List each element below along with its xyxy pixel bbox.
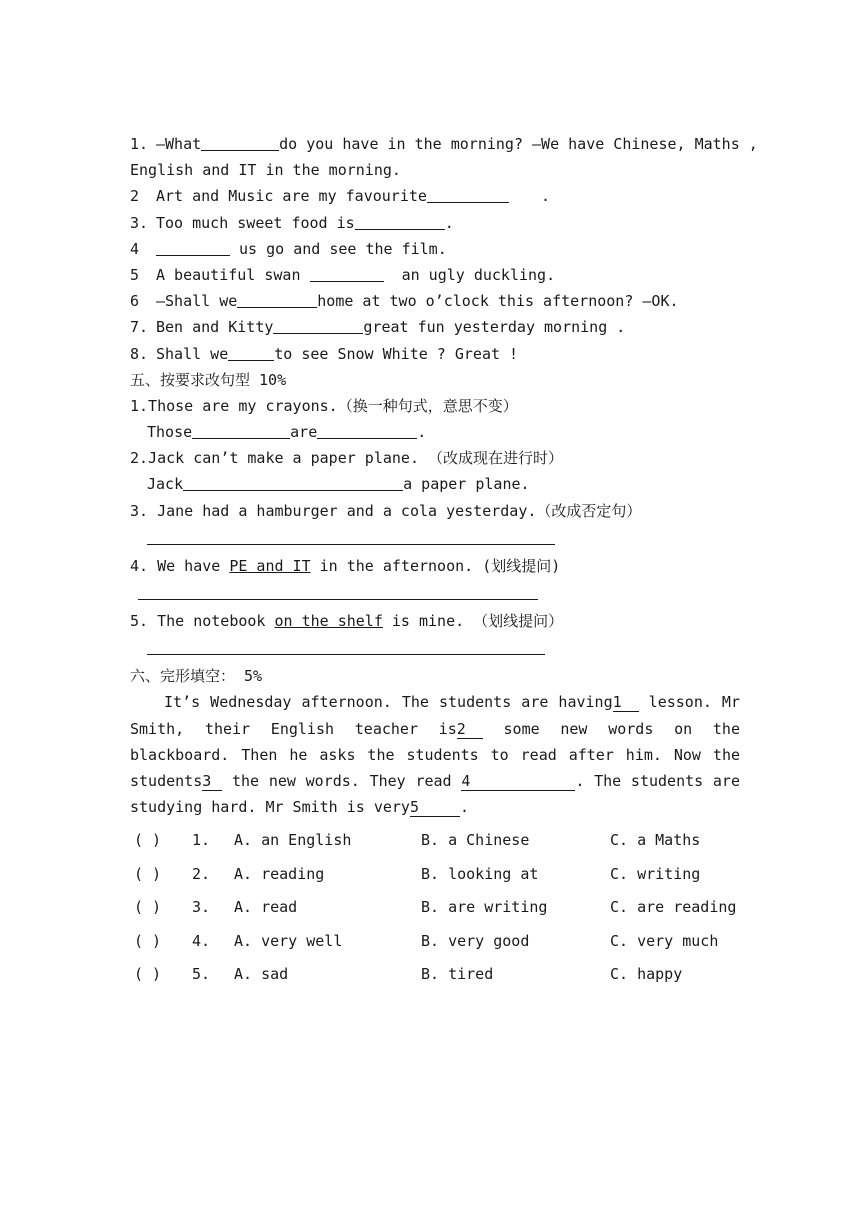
answer-parenthesis[interactable]: ( ) — [134, 931, 162, 950]
answer-parenthesis[interactable]: ( ) — [134, 965, 162, 984]
item-number: 4 — [130, 239, 140, 258]
item-text: to see Snow White ? Great ! — [274, 344, 519, 363]
item-text: in the afternoon. (划线提问) — [310, 556, 561, 575]
option-c[interactable]: C. writing — [610, 864, 701, 883]
option-a[interactable]: A. sad — [234, 965, 289, 984]
q5-1-question: 1.Those are my crayons.（换一种句式，意思不变） — [130, 396, 518, 415]
answer-blank[interactable] — [201, 135, 279, 151]
item-text: us go and see the film. — [239, 239, 447, 258]
item-text: —Shall we — [156, 292, 238, 311]
q5-3-question: 3. Jane had a hamburger and a cola yesterday.（改成否定句） — [130, 501, 642, 520]
worksheet-page — [130, 131, 758, 992]
q5-1-answer — [130, 419, 740, 445]
options-list — [130, 824, 740, 992]
answer-parenthesis[interactable]: ( ) — [134, 864, 162, 883]
q4-8-line — [130, 341, 740, 367]
item-text: . — [540, 187, 550, 206]
option-c[interactable]: C. are reading — [610, 898, 737, 917]
section6-heading: 六、完形填空： 5% — [130, 667, 263, 686]
q4-1-line1 — [130, 131, 758, 157]
option-a[interactable]: A. read — [234, 898, 298, 917]
item-text: Too much sweet food is — [156, 213, 355, 232]
answer-blank[interactable] — [427, 187, 509, 203]
answer-line[interactable] — [138, 579, 538, 600]
underlined-phrase: PE and IT — [229, 556, 311, 575]
answer-line[interactable] — [147, 634, 545, 655]
item-number: 8. — [130, 344, 149, 363]
answer-blank[interactable] — [317, 423, 417, 439]
underlined-phrase: on the shelf — [274, 612, 383, 630]
item-text: an ugly duckling. — [401, 265, 556, 284]
cloze-blank-1[interactable]: 1 — [613, 693, 639, 712]
q4-4-line — [130, 236, 740, 262]
answer-blank[interactable] — [355, 214, 445, 230]
item-text: are — [290, 423, 318, 442]
q5-2-question: 2.Jack can’t make a paper plane. （改成现在进行时） — [130, 449, 564, 468]
item-number: 5 — [130, 265, 140, 284]
q5-5-question — [130, 608, 740, 634]
item-text: . — [444, 213, 454, 232]
option-row — [130, 858, 740, 892]
item-number: 7. — [130, 318, 149, 337]
item-text: Art and Music are my favourite — [156, 187, 427, 206]
option-c[interactable]: C. a Maths — [610, 831, 701, 850]
q4-2-line — [130, 183, 740, 209]
option-c[interactable]: C. happy — [610, 965, 683, 984]
item-text: do you have in the morning? —We have Chinese, Maths , — [279, 135, 758, 153]
section5-heading: 五、按要求改句型 10% — [130, 370, 287, 389]
passage-text: some new words on the blackboard. Then he asks the students to read after him. Now the students — [130, 719, 740, 790]
q4-7-line — [130, 314, 740, 340]
cloze-blank-2[interactable]: 2 — [457, 720, 483, 739]
answer-parenthesis[interactable]: ( ) — [134, 898, 162, 917]
item-text: a paper plane. — [403, 475, 530, 494]
item-number: 6 — [130, 292, 140, 311]
answer-line[interactable] — [147, 524, 555, 545]
cloze-blank-3[interactable]: 3 — [202, 772, 222, 791]
answer-blank[interactable] — [310, 266, 384, 282]
item-text: 4. We have — [130, 556, 230, 575]
q4-6-line — [130, 288, 740, 314]
item-text: home at two o’clock this afternoon? —OK. — [317, 292, 679, 311]
q4-1-line2 — [130, 157, 740, 183]
cloze-blank-4[interactable]: 4 — [461, 772, 575, 791]
item-number: 1. — [130, 135, 149, 153]
item-text: is mine. （划线提问） — [382, 612, 564, 630]
option-row — [130, 891, 740, 925]
option-c[interactable]: C. very much — [610, 931, 719, 950]
answer-blank[interactable] — [273, 318, 363, 334]
q4-5-line — [130, 262, 740, 288]
item-text: Ben and Kitty — [156, 318, 274, 337]
passage-text: . — [459, 798, 469, 817]
item-text: 5. The notebook — [130, 612, 275, 630]
option-b[interactable]: B. looking at — [421, 864, 539, 883]
item-number: 3. — [130, 213, 149, 232]
q4-3-line — [130, 210, 740, 236]
passage-text: It’s Wednesday afternoon. The students are having — [164, 693, 613, 712]
option-a[interactable]: A. very well — [234, 931, 343, 950]
item-number: 2 — [130, 187, 140, 206]
option-b[interactable]: B. very good — [421, 931, 530, 950]
answer-blank[interactable] — [192, 423, 290, 439]
cloze-passage — [130, 689, 740, 820]
q5-2-answer — [130, 471, 740, 497]
answer-blank[interactable] — [237, 292, 317, 308]
option-b[interactable]: B. a Chinese — [421, 831, 530, 850]
item-text: —What — [156, 135, 202, 153]
item-text: English and IT in the morning. — [130, 161, 401, 180]
q5-4-question — [130, 553, 740, 579]
option-number: 5. — [192, 965, 211, 984]
option-number: 4. — [192, 931, 211, 950]
option-b[interactable]: B. are writing — [421, 898, 548, 917]
answer-parenthesis[interactable]: ( ) — [134, 831, 162, 850]
cloze-blank-5[interactable]: 5 — [410, 798, 460, 817]
answer-blank[interactable] — [228, 345, 274, 361]
answer-blank[interactable] — [183, 475, 403, 491]
option-a[interactable]: A. reading — [234, 864, 325, 883]
answer-blank[interactable] — [156, 240, 230, 256]
item-text: great fun yesterday morning . — [363, 318, 626, 337]
item-text: Shall we — [156, 344, 229, 363]
option-number: 3. — [192, 898, 211, 917]
passage-text: the new words. They read — [222, 771, 462, 790]
option-number: 1. — [192, 831, 211, 850]
item-text: Jack — [147, 475, 184, 494]
passage-text: lesson. Mr Smith, their English teacher is — [130, 693, 740, 738]
option-row — [130, 824, 740, 858]
passage-text: . The students are studying hard. Mr Smith is very — [130, 771, 740, 817]
item-text: . — [417, 423, 427, 442]
option-number: 2. — [192, 864, 211, 883]
item-text: Those — [147, 423, 193, 442]
option-a[interactable]: A. an English — [234, 831, 352, 850]
item-text: A beautiful swan — [156, 265, 301, 284]
option-b[interactable]: B. tired — [421, 965, 494, 984]
option-row — [130, 925, 740, 959]
option-row — [130, 958, 740, 992]
